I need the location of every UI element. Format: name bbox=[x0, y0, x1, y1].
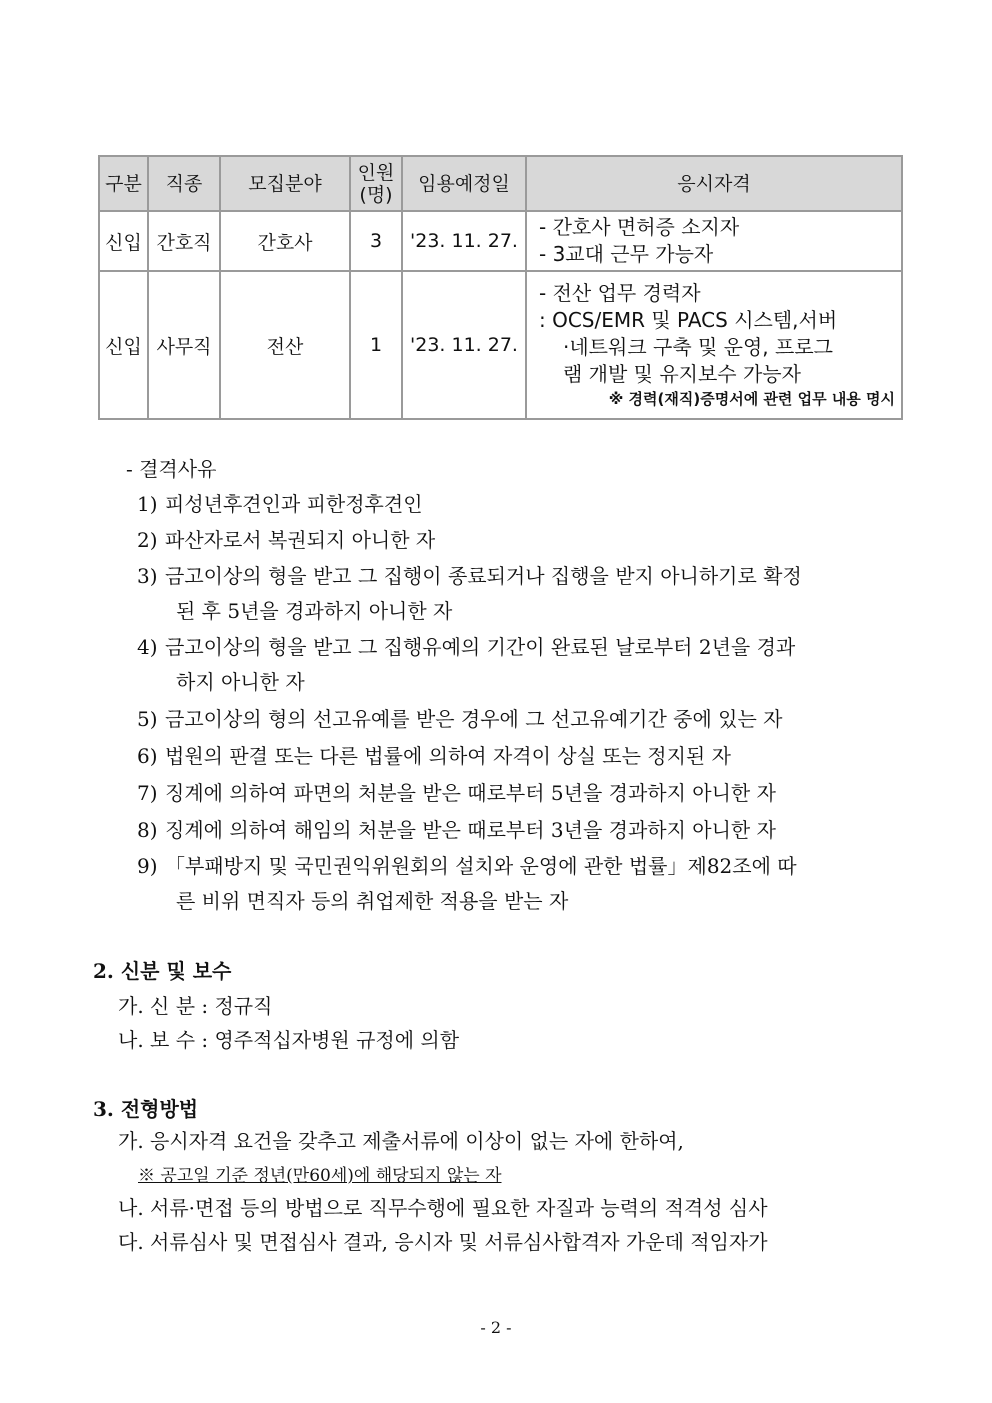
recruitment-table bbox=[98, 155, 903, 420]
cell-date: '23. 11. 27. bbox=[402, 271, 526, 419]
cell-qualification bbox=[526, 271, 902, 419]
cell-date: '23. 11. 27. bbox=[402, 211, 526, 271]
qual-line: ·네트워크 구축 및 운영, 프로그 bbox=[563, 335, 833, 359]
cell-gubun: 신입 bbox=[99, 211, 148, 271]
disqual-item-text: 법원의 판결 또는 다른 법률에 의하여 자격이 상실 또는 정지된 자 bbox=[165, 744, 731, 768]
qual-line: - 전산 업무 경력자 bbox=[539, 281, 701, 305]
header-jikjong: 직종 bbox=[148, 156, 220, 211]
disqual-item-number: 4) bbox=[137, 635, 158, 659]
section-3-item-b: 나. 서류·면접 등의 방법으로 직무수행에 필요한 자질과 능력의 적격성 심사 bbox=[118, 1196, 768, 1220]
disqual-item-text: 징계에 의하여 해임의 처분을 받은 때로부터 3년을 경과하지 아니한 자 bbox=[165, 818, 776, 842]
disqual-item-text: 피성년후견인과 피한정후견인 bbox=[165, 492, 423, 516]
cell-field: 전산 bbox=[220, 271, 350, 419]
header-qualification: 응시자격 bbox=[526, 156, 902, 211]
section-2-item-b: 나. 보 수 : 영주적십자병원 규정에 의함 bbox=[118, 1028, 460, 1052]
qual-line: - 3교대 근무 가능자 bbox=[539, 242, 714, 266]
disqual-heading: - 결격사유 bbox=[126, 457, 217, 481]
disqual-item-continuation: 된 후 5년을 경과하지 아니한 자 bbox=[176, 599, 453, 623]
page-number: - 2 - bbox=[480, 1318, 512, 1337]
disqual-item-text: 징계에 의하여 파면의 처분을 받은 때로부터 5년을 경과하지 아니한 자 bbox=[165, 781, 776, 805]
disqual-item-number: 7) bbox=[137, 781, 158, 805]
disqual-item-number: 6) bbox=[137, 744, 158, 768]
disqual-item-text: 금고이상의 형을 받고 그 집행유예의 기간이 완료된 날로부터 2년을 경과 bbox=[165, 635, 796, 659]
disqual-item-number: 9) bbox=[137, 854, 158, 878]
disqual-item bbox=[137, 524, 435, 553]
header-field: 모집분야 bbox=[220, 156, 350, 211]
disqual-item bbox=[137, 850, 797, 879]
disqual-item bbox=[137, 703, 783, 732]
header-gubun: 구분 bbox=[99, 156, 148, 211]
header-date: 임용예정일 bbox=[402, 156, 526, 211]
section-3-title: 3. 전형방법 bbox=[93, 1097, 199, 1121]
qual-line: 램 개발 및 유지보수 가능자 bbox=[563, 362, 801, 386]
disqual-item-number: 1) bbox=[137, 492, 158, 516]
cell-jikjong: 사무직 bbox=[148, 271, 220, 419]
disqual-item-number: 8) bbox=[137, 818, 158, 842]
header-count bbox=[350, 156, 402, 211]
disqual-item-text: 금고이상의 형을 받고 그 집행이 종료되거나 집행을 받지 아니하기로 확정 bbox=[165, 564, 802, 588]
disqual-item bbox=[137, 814, 776, 843]
cell-count: 1 bbox=[350, 271, 402, 419]
disqual-item-continuation: 른 비위 면직자 등의 취업제한 적용을 받는 자 bbox=[176, 889, 569, 913]
section-2-title: 2. 신분 및 보수 bbox=[93, 959, 232, 983]
disqual-item bbox=[137, 740, 731, 769]
disqual-item-text: 「부패방지 및 국민권익위원회의 설치와 운영에 관한 법률」제82조에 따 bbox=[165, 854, 797, 878]
section-3-item-a: 가. 응시자격 요건을 갖추고 제출서류에 이상이 없는 자에 한하여, bbox=[118, 1129, 684, 1153]
header-count-top: 인원 bbox=[357, 161, 395, 184]
section-3-note: ※ 공고일 기준 정년(만60세)에 해당되지 않는 자 bbox=[138, 1166, 502, 1186]
table-header-row bbox=[99, 156, 902, 211]
section-2-item-a: 가. 신 분 : 정규직 bbox=[118, 994, 273, 1018]
cell-jikjong: 간호직 bbox=[148, 211, 220, 271]
disqual-item-number: 5) bbox=[137, 707, 158, 731]
section-3-item-c: 다. 서류심사 및 면접심사 결과, 응시자 및 서류심사합격자 가운데 적임자가 bbox=[118, 1230, 768, 1254]
disqual-item-continuation: 하지 아니한 자 bbox=[176, 670, 305, 694]
disqual-item-text: 파산자로서 복권되지 아니한 자 bbox=[165, 528, 436, 552]
cell-field: 간호사 bbox=[220, 211, 350, 271]
table-row bbox=[99, 211, 902, 271]
qual-note: ※ 경력(재직)증명서에 관련 업무 내용 명시 bbox=[608, 390, 895, 408]
cell-qualification bbox=[526, 211, 902, 271]
disqual-item-text: 금고이상의 형의 선고유예를 받은 경우에 그 선고유예기간 중에 있는 자 bbox=[165, 707, 783, 731]
disqual-item bbox=[137, 777, 776, 806]
cell-gubun: 신입 bbox=[99, 271, 148, 419]
disqual-item-number: 3) bbox=[137, 564, 158, 588]
cell-count: 3 bbox=[350, 211, 402, 271]
qual-line: - 간호사 면허증 소지자 bbox=[539, 215, 740, 239]
table-row bbox=[99, 271, 902, 419]
disqual-item bbox=[137, 631, 795, 660]
disqual-item-number: 2) bbox=[137, 528, 158, 552]
disqual-item bbox=[137, 488, 423, 517]
qual-line: : OCS/EMR 및 PACS 시스템,서버 bbox=[539, 308, 838, 332]
disqual-item bbox=[137, 560, 802, 589]
header-count-bottom: (명) bbox=[359, 183, 393, 206]
